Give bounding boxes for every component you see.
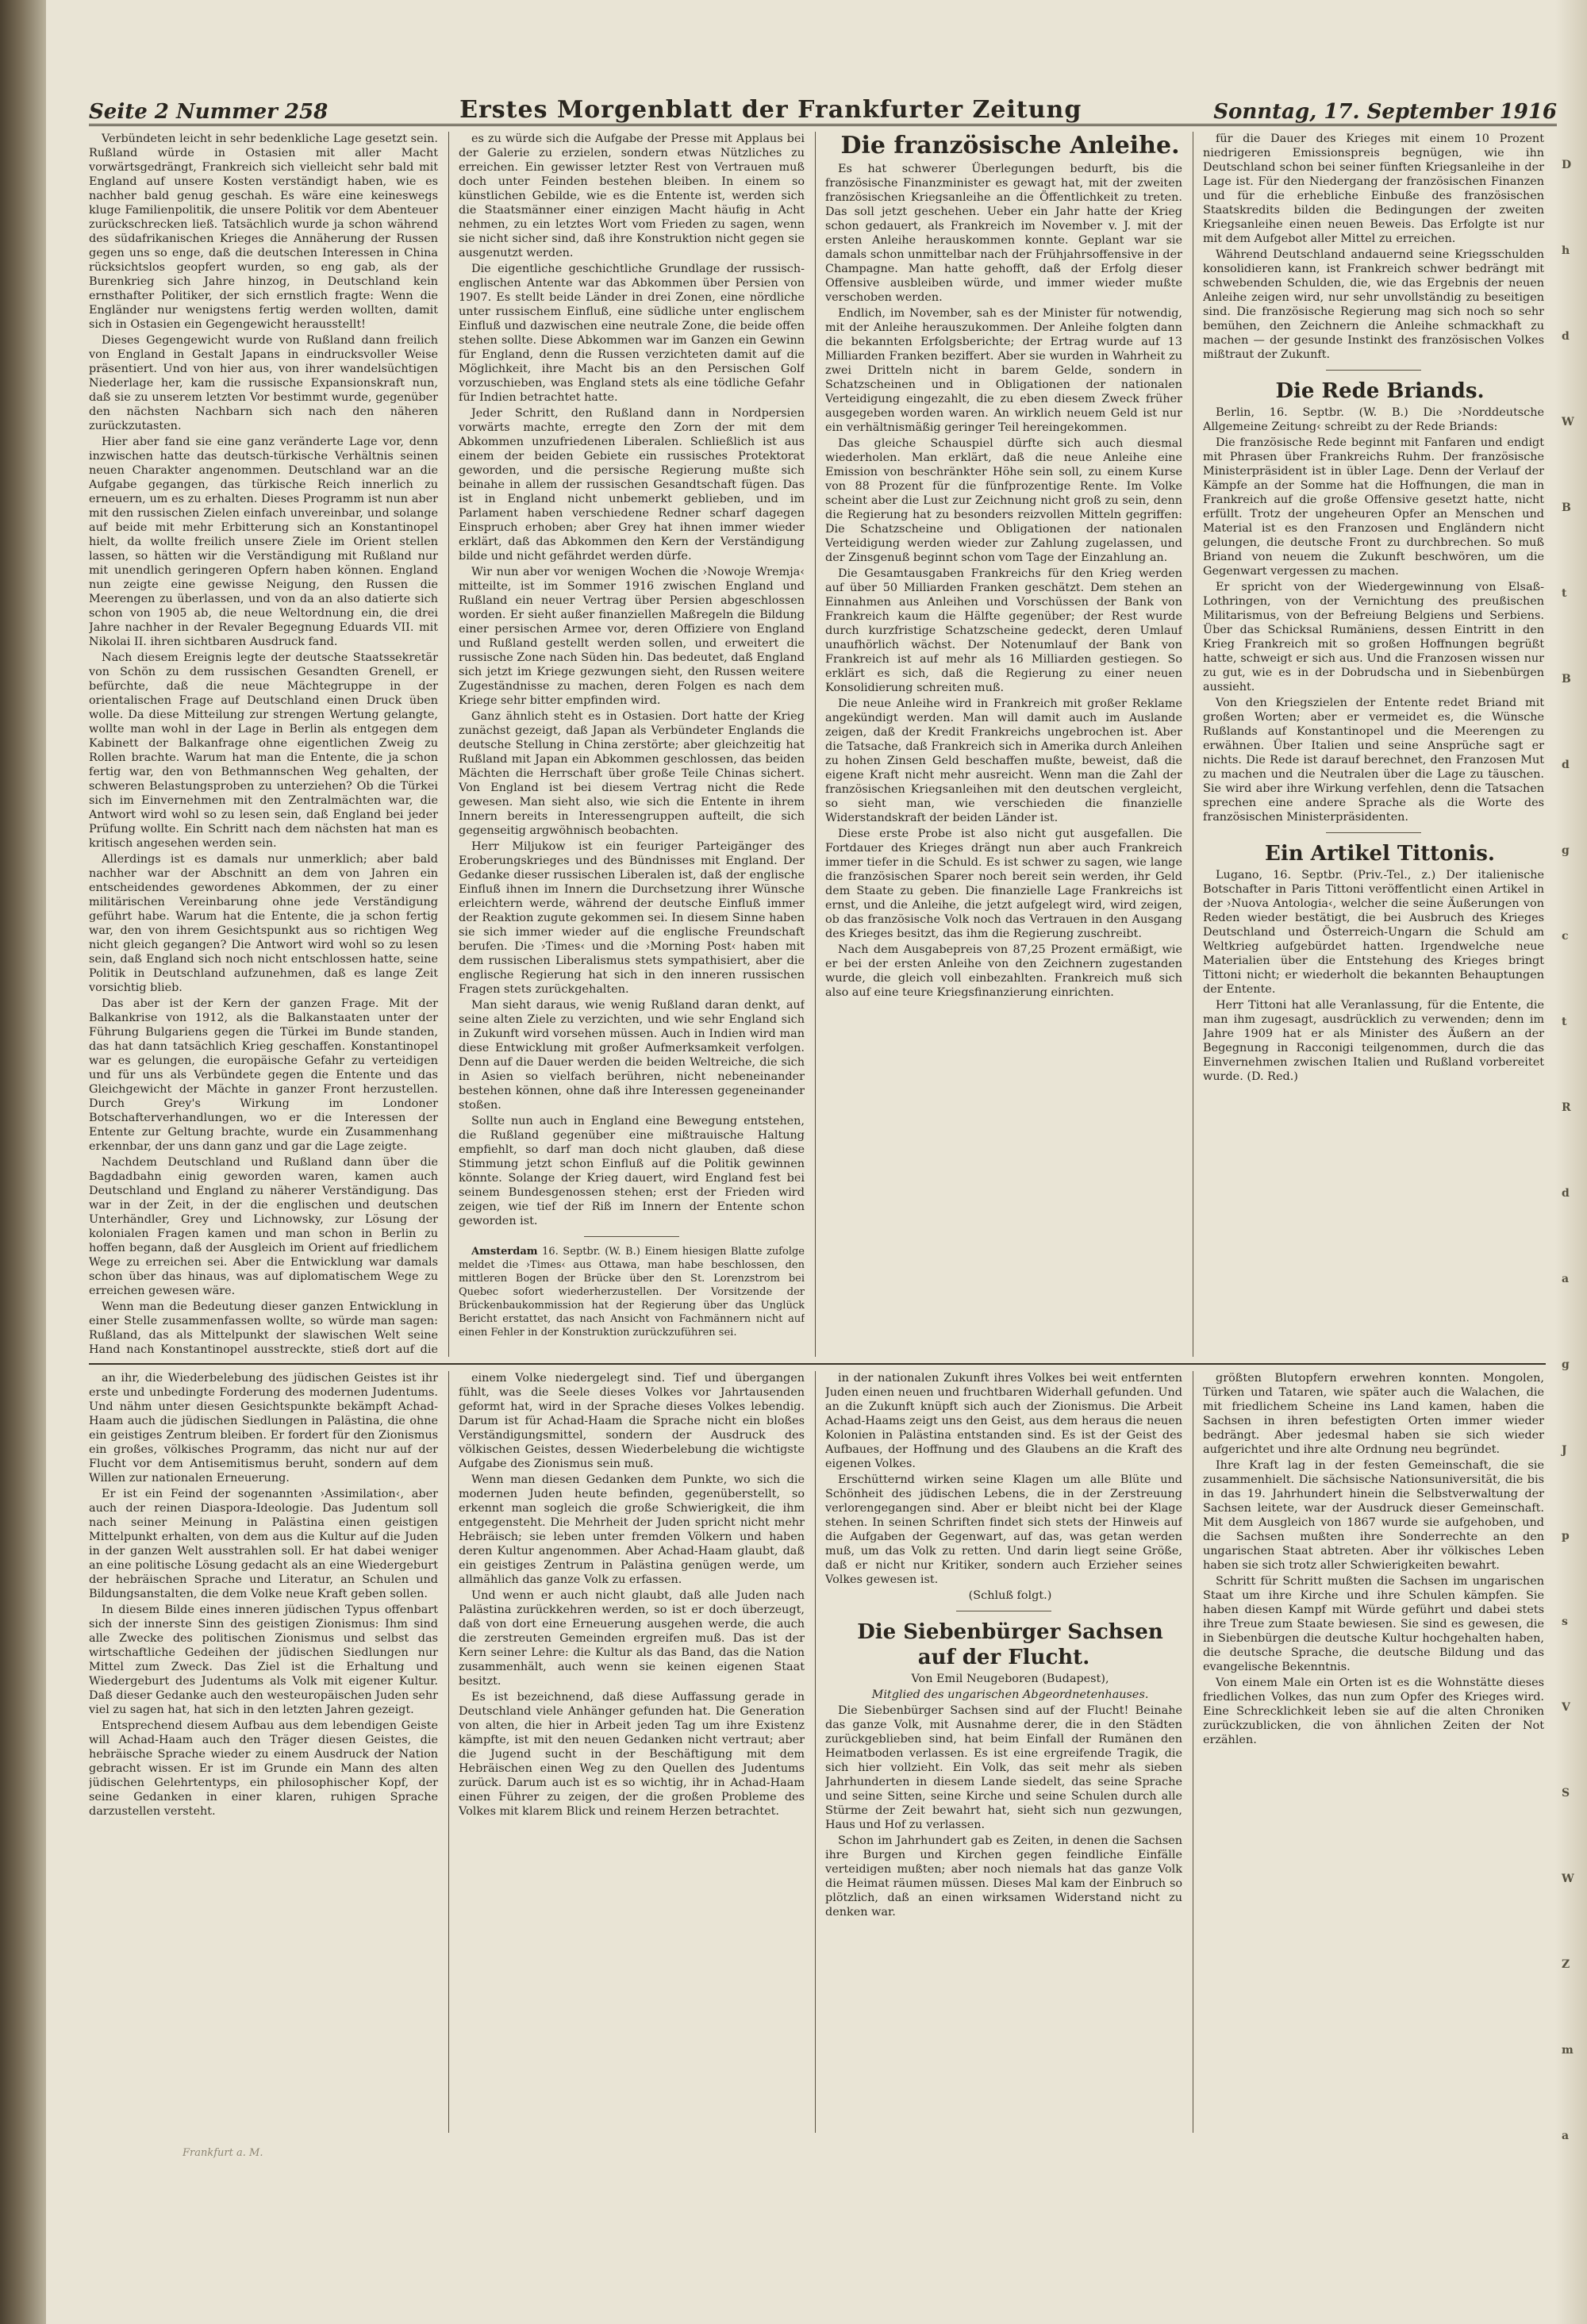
margin-letter: g (1562, 844, 1570, 857)
paragraph: Das gleiche Schauspiel dürfte sich auch diesmal wiederholen. Man erklärt, daß die neue Anleihe eine Emission von beschränkter Höhe sein soll, zu einem Kurse von 88 Prozent für die fünfprozentige Rente. Im Volke scheint aber die Lust zur Zeichnung nicht groß zu sein, denn die Regierung hat zu besonders reizvollen Mitteln gegriffen: Die Schatzscheine und Obligationen der nationalen Verteidigung werden wieder zur Zahlung zugelassen, und der Zinsgenuß beginnt schon vom Tage der Einzahlung an. (825, 437, 1182, 564)
column-rule (815, 1371, 816, 2133)
margin-letter: s (1562, 1615, 1568, 1628)
paragraph: Berlin, 16. Septbr. (W. B.) Die ›Norddeutsche Allgemeine Zeitung‹ schreibt zu der Rede Briands: (1203, 406, 1544, 433)
issue-date: Sonntag, 17. September 1916 (1213, 100, 1557, 124)
paragraph: Wenn man diesen Gedanken dem Punkte, wo sich die modernen Juden heute befinden, gegenüberstellt, so erkennt man sogleich die große Schwierigkeit, die ihm entgegensteht. Die Mehrheit der Juden spricht nicht mehr Hebräisch; sie leben unter fremden Völkern und haben deren Kultur angenommen. Aber Achad-Haam glaubt, daß ein geistiges Zentrum in Palästina genügen werde, um allmählich das ganze Volk zu erfassen. (459, 1473, 805, 1586)
margin-letter: t (1562, 587, 1567, 600)
column-1 (89, 132, 438, 1357)
paragraph: es zu würde sich die Aufgabe der Presse mit Applaus bei der Galerie zu erzielen, sondern etwas Nützliches zu erreichen. Ein gewisser letzter Rest von Vertrauen muß doch unter Feinden bestehen bleiben. In einem so künstlichen Gebilde, wie es die Entente ist, werden sich die Staatsmänner einer einzigen Macht häufig in Acht nehmen, zu ein letztes Wort vom Frieden zu sagen, wenn sie nicht sicher sind, daß ihre Konstruktion nicht gegen sie ausgenutzt werden. (459, 133, 805, 259)
paragraph: Ihre Kraft lag in der festen Gemeinschaft, die sie zusammenhielt. Die sächsische Nationsuniversität, die bis in das 19. Jahrhundert hinein die Selbstverwaltung der Sachsen leitete, war der Ausdruck dieser Gemeinschaft. Mit dem Ausgleich von 1867 wurde sie aufgehoben, und die Sachsen mußten ihre Sonderrechte an den ungarischen Staat abtreten. Aber ihr völkisches Leben haben sie sich trotz aller Schwierigkeiten bewahrt. (1203, 1459, 1544, 1572)
paragraph: Erschütternd wirken seine Klagen um alle Blüte und Schönheit des jüdischen Lebens, die in der Zerstreuung verlorengegangen sind. Aber er bleibt nicht bei der Klage stehen. In seinen Schriften findet sich stets der Hinweis auf die Aufgaben der Gegenwart, auf das, was getan werden muß, um das Volk zu retten. Und darin liegt seine Größe, daß er nicht nur Kritiker, sondern auch Erzieher seines Volkes gewesen ist. (825, 1473, 1182, 1586)
article-title: Ein Artikel Tittonis. (1265, 842, 1495, 866)
paragraph: Es hat schwerer Überlegungen bedurft, bis die französische Finanzminister es gewagt hat, mit der zweiten französischen Kriegsanleihe an die Öffentlichkeit zu treten. Das soll jetzt geschehen. Ueber ein Jahr hatte der Krieg schon gedauert, als Frankreich im November v. J. mit der ersten Anleihe herauskommen konnte. Geplant war sie damals schon unmittelbar nach der Frühjahrsoffensive in der Champagne. Man hatte gehofft, daß der Erfolg dieser Offensive ausbleiben würde, und immer wieder mußte verschoben werden. (825, 163, 1182, 304)
margin-letter: d (1562, 330, 1570, 343)
section-divider (89, 1363, 1546, 1365)
paragraph: Wenn man die Bedeutung dieser ganzen Entwicklung in einer Stelle zusammenfassen wollte, so würde man sagen: Rußland, das als Mittelpunkt der slawischen Welt seine Hand nach Konstantinopel ausstreckte, stieß dort auf die (89, 1300, 438, 1356)
news-note-place: Amsterdam (471, 1246, 538, 1258)
feuilleton-column-2 (459, 1371, 805, 2133)
paragraph: größten Blutopfern erwehren konnten. Mongolen, Türken und Tataren, wie später auch die Walachen, die mit friedlichem Scheine ins Land kamen, haben die Sachsen in ihren befestigten Orten immer wieder bedrängt. Aber jedesmal haben sie sich wieder aufgerichtet und ihre alte Ordnung neu begründet. (1203, 1372, 1544, 1456)
paragraph: Man sieht daraus, wie wenig Rußland daran denkt, auf seine alten Ziele zu verzichten, und wie sehr England sich in Zukunft wird vorsehen müssen. Auch in Indien wird man diese Entwicklung mit großer Aufmerksamkeit verfolgen. Denn auf die Dauer werden die beiden Weltreiche, die sich in Asien so vielfach berühren, nicht nebeneinander bestehen können, ohne daß ihre Interessen gegeneinander stoßen. (459, 999, 805, 1112)
article-byline: Von Emil Neugeboren (Budapest), (911, 1673, 1109, 1685)
margin-letter: Z (1562, 1958, 1570, 1971)
paragraph: Die eigentliche geschichtliche Grundlage der russisch-englischen Antente war das Abkommen über Persien von 1907. Es stellt beide Länder in drei Zonen, eine nördliche unter russischem Einfluß, eine südliche unter englischem Einfluß und dazwischen eine neutrale Zone, die beide offen stehen sollte. Diese Abkommen war im Ganzen ein Gewinn für England, denn die Russen verzichteten damit auf die Möglichkeit, ihre Macht bis an den Persischen Golf vorzuschieben, was England stets als eine tödliche Gefahr für Indien betrachtet hatte. (459, 263, 805, 404)
paragraph: Lugano, 16. Septbr. (Priv.-Tel., z.) Der italienische Botschafter in Paris Tittoni veröffentlicht einen Artikel in der ›Nuova Antologia‹, welcher die seine Äußerungen von Reden wieder bestätigt, die bei Ausbruch des Krieges Deutschland und Österreich-Ungarn die Schuld am Weltkrieg aufgebürdet hatten. Irgendwelche neue Materialien über die Entstehung des Krieges bringt Tittoni nicht; er wiederholt die bekannten Behauptungen der Entente. (1203, 869, 1544, 996)
paragraph: Verbündeten leicht in sehr bedenkliche Lage gesetzt sein. Rußland würde in Ostasien mit aller Macht vorwärtsgedrängt, Frankreich sich vielleicht sehr bald mit England auf unsere Kosten verständigt haben, wie es nachher bald genug geschah. Es wäre eine keineswegs kluge Familienpolitik, die unsere Politik vor dem Abenteuer zurückschrecken ließ. Tatsächlich wurde ja schon während des südafrikanischen Krieges die Annäherung der Russen gegen uns so enge, daß die deutschen Interessen in China rücksichtslos geopfert wurden, so eng gab, als der Burenkrieg sich Jahre hinzog, in Deutschland kein ernsthafter Politiker, der sich ernstlich fragte: Wenn die Engländer nur wenigstens fertig werden wollten, damit sich in Ostasien ein Gegengewicht herausstellt! (89, 133, 438, 331)
margin-letter: t (1562, 1016, 1567, 1028)
paragraph: Nach diesem Ereignis legte der deutsche Staatssekretär von Schön zu dem russischen Gesandten Grenell, er befürchte, daß die neue Mächtegruppe in der orientalischen Frage auf Deutschland einen Druck üben wolle. Da diese Mitteilung zur strengen Wertung gelangte, wollte man wohl in der Lage in Berlin als entgegen dem Kabinett der Balkanfrage ohne eigentlichen Zweig zu Rollen brachte. Warum hat man die Entente, die ja schon fertig war, den von Bethmannschen Weg gehalten, der schweren Belastungsproben zu unterziehen? Ob die Türkei sich im Einvernehmen mit den Zentralmächten war, die Antwort wird wohl so zu lesen sein, daß England bei jeder Prüfung wollte. Ein Schritt nach dem nächsten hat man es kritisch angesehen werden sein. (89, 651, 438, 850)
paragraph: Von den Kriegszielen der Entente redet Briand mit großen Worten; aber er vermeidet es, die Wünsche Rußlands auf Konstantinopel und die Meerengen zu erwähnen. Über Italien und seine Ansprüche sagt er nichts. Die Rede ist darauf berechnet, den Franzosen Mut zu machen und die Neutralen über die Lage zu täuschen. Sie wird aber ihre Wirkung verfehlen, denn die Tatsachen sprechen eine andere Sprache als die Worte des französischen Ministerpräsidenten. (1203, 697, 1544, 824)
margin-letter: D (1562, 159, 1572, 171)
paragraph: in der nationalen Zukunft ihres Volkes bei weit entfernten Juden einen neuen und fruchtbaren Widerhall gefunden. Und an die Zukunft knüpft sich auch der Zionismus. Die Arbeit Achad-Haams zeigt uns den Geist, aus dem heraus die neuen Kolonien in Palästina entstanden sind. Es ist der Geist des Aufbaues, der Hoffnung und des Glaubens an die Kraft des eigenen Volkes. (825, 1372, 1182, 1470)
short-divider (1326, 832, 1421, 833)
column-rule (448, 132, 449, 1357)
column-rule (815, 132, 816, 1357)
article-title: Die französische Anleihe. (840, 132, 1180, 159)
news-note-dateline: 16. Septbr. (W. B.) (542, 1246, 640, 1258)
paragraph: Allerdings ist es damals nur unmerklich; aber bald nachher war der Abschnitt an dem von Jahren ein entscheidendes gewordenes Abkommen, der zu einer militärischen Vereinbarung ohne jede Verständigung geführt habe. Warum hat die Entente, die ja schon fertig war, den von ihrem Gesichtspunkt aus so richtigen Weg nicht gleich gegangen? Die Antwort wird wohl so zu lesen sein, daß England sich noch nicht entschlossen hatte, seine Politik in Deutschland aufzunehmen, daß es lange Zeit vorsichtig blieb. (89, 853, 438, 994)
paragraph: Diese erste Probe ist also nicht gut ausgefallen. Die Fortdauer des Krieges drängt nun aber auch Frankreich immer tiefer in die Schuld. Es ist schwer zu sagen, wie lange die französischen Sparer noch bereit sein werden, ihr Geld dem Staate zu geben. Die finanzielle Lage Frankreichs ist ernst, und die Anleihe, die jetzt aufgelegt wird, wird zeigen, ob das französische Volk noch das Vertrauen in den Ausgang des Krieges besitzt, das ihm die Regierung zuschreibt. (825, 828, 1182, 940)
margin-letter: S (1562, 1787, 1570, 1800)
article-title: Die Siebenbürger Sachsen auf der Flucht. (857, 1620, 1163, 1669)
page-number: Seite 2 Nummer 258 (89, 100, 329, 124)
paragraph: Ganz ähnlich steht es in Ostasien. Dort hatte der Krieg zunächst gezeigt, daß Japan als Verbündeter Englands die deutsche Stellung in China zerstörte; aber gleichzeitig hat Rußland mit Japan ein Abkommen geschlossen, das beiden Mächten die Herrschaft über große Teile Chinas sichert. Von England ist bei diesem Vertrag nicht die Rede gewesen. Man sieht also, wie sich die Entente in ihrem Innern bereits in Interessengruppen aufteilt, die sich gegenseitig argwöhnisch beobachten. (459, 710, 805, 837)
paragraph: Entsprechend diesem Aufbau aus dem lebendigen Geiste will Achad-Haam auch den Träger diesen Geistes, die hebräische Sprache wieder zu einem Ausdruck der Nation gebracht wissen. Er ist im Grunde ein Mann des alten jüdischen Gelehrtentyps, ein philosophischer Kopf, der seine Gedanken in einer klaren, ruhigen Sprache darzustellen versteht. (89, 1719, 438, 1818)
margin-letter: m (1562, 2044, 1574, 2057)
margin-letter: h (1562, 244, 1570, 257)
feuilleton-column-1 (89, 1371, 438, 2133)
news-note-text: Einem hiesigen Blatte zufolge meldet die ›Times‹ aus Ottawa, man habe beschlossen, den mittleren Bogen der Brücke über den St. Lorenzstrom bei Quebec sofort wiederherzustellen. Der Vorsitzende der Brückenbaukommission hat der Regierung über das Unglück Bericht erstattet, das nach Ansicht von Fachmännern nicht auf einen Fehler in der Konstruktion zurückzuführen sei. (459, 1246, 805, 1339)
paragraph: Jeder Schritt, den Rußland dann in Nordpersien vorwärts machte, erregte den Zorn der mit dem Abkommen unzufriedenen Liberalen. Schließlich ist aus einem der beiden Gebiete ein russisches Protektorat geworden, und die persische Regierung mußte sich beinahe in allem der russischen Gesandtschaft fügen. Das ist in England nicht unbemerkt geblieben, und im Parlament haben verschiedene Redner scharf dagegen Einspruch erhoben; aber Grey hat ihnen immer wieder erklärt, daß das Abkommen den Kern der Verständigung bilde und nicht gefährdet werden dürfe. (459, 407, 805, 563)
facing-page-margin-letters (1557, 0, 1585, 2324)
news-note (459, 1245, 805, 1339)
margin-letter: a (1562, 1273, 1570, 1285)
margin-letter: B (1562, 501, 1571, 514)
paragraph: an ihr, die Wiederbelebung des jüdischen Geistes ist ihr erste und unbedingte Forderung des modernen Judentums. Und nähm unter diesen Gesichtspunkte bekämpft Achad-Haam auch die jüdischen Siedlungen in Palästina, die ohne ein geistiges Zentrum bleiben. Er fordert für den Zionismus ein großes, völkisches Programm, das nicht nur auf der Flucht vor dem Antisemitismus beruht, sondern auf dem Willen zur nationalen Erneuerung. (89, 1372, 438, 1485)
author-affiliation: Mitglied des ungarischen Abgeordnetenhauses. (871, 1688, 1149, 1701)
margin-letter: V (1562, 1701, 1570, 1714)
paragraph: einem Volke niedergelegt sind. Tief und übergangen fühlt, was die Seele dieses Volkes vor Jahrtausenden geformt hat, wird in der Sprache dieses Volkes lebendig. Darum ist für Achad-Haam die Sprache nicht ein bloßes Verständigungsmittel, sondern der Ausdruck des völkischen Geistes, dessen Wiederbelebung die wichtigste Aufgabe des Zionismus sein muß. (459, 1372, 805, 1470)
margin-letter: p (1562, 1530, 1570, 1542)
paragraph: Nach dem Ausgabepreis von 87,25 Prozent ermäßigt, wie er bei der ersten Anleihe von den Zeichnern zugestanden wurde, die gleich voll einbezahlten. Frankreich muß sich also auf eine teure Kriegsfinanzierung einrichten. (825, 943, 1182, 999)
paragraph: Er ist ein Feind der sogenannten ›Assimilation‹, aber auch der reinen Diaspora-Ideologie. Das Judentum soll nach seiner Meinung in Palästina einen geistigen Mittelpunkt erhalten, von dem aus die Kultur auf die Juden in der ganzen Welt ausstrahlen soll. Er hat dabei weniger an eine politische Lösung gedacht als an eine Wiedergeburt der hebräischen Sprache und Literatur, an Schulen und Bildungsanstalten, die dem Volke neue Kraft geben sollen. (89, 1488, 438, 1600)
paragraph: Sollte nun auch in England eine Bewegung entstehen, die Rußland gegenüber eine mißtrauische Haltung empfiehlt, so darf man doch nicht glauben, daß diese Stimmung jetzt schon Einfluß auf die Politik gewinnen könnte. Solange der Krieg dauert, wird England fest bei seinem Bundesgenossen stehen; erst der Frieden wird zeigen, wie tief der Riß im Innern der Entente schon geworden ist. (459, 1115, 805, 1227)
paragraph: Während Deutschland andauernd seine Kriegsschulden konsolidieren kann, ist Frankreich schwer bedrängt mit schwebenden Schulden, die, wie das Ergebnis der neuen Anleihe zeigen wird, nur sehr unvollständig zu beseitigen sind. Die französische Regierung mag sich noch so sehr bemühen, den Zeichnern die Anleihe schmackhaft zu machen — der gesunde Instinkt des französischen Volkes mißtraut der Zukunft. (1203, 248, 1544, 361)
paragraph: Es ist bezeichnend, daß diese Auffassung gerade in Deutschland viele Anhänger gefunden hat. Die Generation von alten, die hier in Arbeit jeden Tag um ihre Existenz kämpfte, ist mit den neuen Gedanken nicht vertraut; aber die Jugend sucht in der Beschäftigung mit dem Hebräischen einen Weg zu den Quellen des Judentums zurück. Darum auch ist es so wichtig, ihr in Achad-Haam einen Führer zu zeigen, der die großen Probleme des Volkes mit klarem Blick und reinem Herzen betrachtet. (459, 1691, 805, 1818)
book-binding (0, 0, 46, 2324)
paragraph: Die Gesamtausgaben Frankreichs für den Krieg werden auf über 50 Milliarden Franken geschätzt. Dem stehen an Einnahmen aus Anleihen und Vorschüssen der Bank von Frankreich kaum die Hälfte gegenüber; der Rest wurde durch kurzfristige Schatzscheine gedeckt, deren Umlauf unaufhörlich wächst. Der Notenumlauf der Bank von Frankreich ist auf mehr als 16 Milliarden gestiegen. So erklärt es sich, daß die Regierung zu einer neuen Konsolidierung schreiten muß. (825, 567, 1182, 694)
paragraph: Nachdem Deutschland und Rußland dann über die Bagdadbahn einig geworden waren, kamen auch Deutschland und England zu näherer Verständigung. Das war in der Zeit, in der die englischen und deutschen Unterhändler, Grey und Lichnowsky, zur Lösung der kolonialen Fragen kamen und man schon in Berlin zu hoffen begann, daß der Ausgleich im Orient auf friedlichem Wege zu erreichen sei. Aber die Entwicklung war damals schon über das hinaus, was auf diplomatischem Wege zu erreichen gewesen wäre. (89, 1156, 438, 1297)
margin-letter: d (1562, 1187, 1570, 1200)
paragraph: Die neue Anleihe wird in Frankreich mit großer Reklame angekündigt werden. Man will damit auch im Auslande zeigen, daß der Kredit Frankreichs ungebrochen ist. Aber die Tatsache, daß Frankreich sich in Amerika durch Anleihen zu hohen Zinsen Geld beschaffen mußte, beweist, daß die eigene Kraft nicht mehr ausreicht. Wenn man die Zahl der französischen Kriegsanleihen mit den deutschen vergleicht, so sieht man, wie verschieden die finanzielle Widerstandskraft der beiden Länder ist. (825, 697, 1182, 824)
paragraph: Herr Tittoni hat alle Veranlassung, für die Entente, die man ihm zugesagt, ausdrücklich zu verwenden; denn im Jahre 1909 hat er als Minister des Äußern an der Begegnung in Racconigi teilgenommen, durch die das Einvernehmen zwischen Italien und Rußland vorbereitet wurde. (D. Red.) (1203, 999, 1544, 1083)
margin-letter: a (1562, 2130, 1570, 2142)
paragraph: Schon im Jahrhundert gab es Zeiten, in denen die Sachsen ihre Burgen und Kirchen gegen feindliche Einfälle verteidigen mußten; aber noch niemals hat das ganze Volk die Heimat räumen müssen. Dieses Mal kam der Einbruch so plötzlich, daß an einen wirksamen Widerstand nicht zu denken war. (825, 1834, 1182, 1919)
column-rule (448, 1371, 449, 2133)
paragraph: Wir nun aber vor wenigen Wochen die ›Nowoje Wremja‹ mitteilte, ist im Sommer 1916 zwischen England und Rußland ein neuer Vertrag über Persien abgeschlossen worden. Er sieht außer finanziellen Maßregeln die Bildung einer persischen Armee vor, deren Offiziere von England und Rußland gestellt werden sollen, und erweitert die russische Zone nach Süden hin. Das bedeutet, daß England sich jetzt im Kriege gezwungen sieht, den Russen weitere Zugeständnisse zu machen, deren Folgen es nach dem Kriege sehr bitter empfinden wird. (459, 566, 805, 707)
paragraph: Von einem Male ein Orten ist es die Wohnstätte dieses friedlichen Volkes, das nun zum Opfer des Krieges wird. Eine Schrecklichkeit leben sie auf die alten Chroniken zurückzublicken, die von ähnlichen Zeiten der Not erzählen. (1203, 1677, 1544, 1746)
margin-letter: c (1562, 930, 1569, 943)
paragraph: Dieses Gegengewicht wurde von Rußland dann freilich von England in Gestalt Japans in eindrucksvoller Weise präsentiert. Und von hier aus, von ihrer wandelsüchtigen Niederlage her, kam die russische Expansionskraft nun, daß sie zu unserem letzten Vor bestimmt wurde, gegenüber den nächsten Nachbarn sich nach den näheren zurückzutasten. (89, 334, 438, 432)
short-divider (1326, 370, 1421, 371)
short-divider (584, 1236, 679, 1237)
column-4 (1203, 132, 1544, 1357)
paragraph: Schritt für Schritt mußten die Sachsen im ungarischen Staat um ihre Kirche und ihre Schulen kämpfen. Sie haben diesen Kampf mit Würde geführt und dabei stets ihre Treue zum Staate bewiesen. Sie sind es gewesen, die in Siebenbürgen die deutsche Kultur hochgehalten haben, die deutsche Sprache, die deutsche Bildung und das evangelische Bekenntnis. (1203, 1575, 1544, 1673)
margin-letter: R (1562, 1101, 1571, 1114)
continuation-note: (Schluß folgt.) (968, 1589, 1052, 1602)
feuilleton-column-4 (1203, 1371, 1544, 2133)
paragraph: für die Dauer des Krieges mit einem 10 Prozent niedrigeren Emissionspreis begnügen, wie ihn Deutschland schon bei seiner fünften Kriegsanleihe in der Lage ist. Für den Niedergang der französischen Finanzen und für die erhebliche Einbuße des französischen Staatskredits bilden die Bedingungen der zweiten Kriegsanleihe einen neuen Beweis. Das Erfolgte ist nur mit dem Aufgebot aller Mittel zu erreichen. (1203, 133, 1544, 245)
paragraph: Endlich, im November, sah es der Minister für notwendig, mit der Anleihe herauszukommen. Der Anleihe folgten dann die bekannten Erfolgsberichte; der Ertrag wurde auf 13 Milliarden Franken beziffert. Aber sie wurden in Wahrheit zu zwei Dritteln nicht in barem Gelde, sondern in Schatzscheinen und in Obligationen der nationalen Verteidigung eingezahlt, die zu eben diesem Zweck früher ausgegeben worden waren. An wirklich neuem Geld ist nur ein verhältnismäßig geringer Teil hereingekommen. (825, 307, 1182, 434)
margin-letter: J (1562, 1444, 1567, 1457)
faint-footer-mark: Frankfurt a. M. (183, 2147, 263, 2159)
page-header (89, 92, 1557, 126)
feuilleton-column-3 (825, 1371, 1182, 2133)
column-3-french-loan (825, 132, 1182, 1357)
margin-letter: W (1562, 416, 1574, 428)
paragraph: Das aber ist der Kern der ganzen Frage. Mit der Balkankrise von 1912, als die Balkanstaaten unter der Führung Bulgariens gegen die Türkei im Bunde standen, das hat dann tatsächlich Krieg geschaffen. Konstantinopel war es gelungen, die europäische Gefahr zu verteidigen und für uns als Verbündete gegen die Entente und das Gleichgewicht der Mächte in ganzer Front herzustellen. Durch Grey's Wirkung im Londoner Botschafterverhandlungen, wo er die Interessen der Entente zur Geltung brachte, wurde ein Zusammenhang erkennbar, der uns dann ganz und gar die Lage zeigte. (89, 997, 438, 1153)
paragraph: Herr Miljukow ist ein feuriger Parteigänger des Eroberungskrieges und des Bündnisses mit England. Der Gedanke dieser russischen Liberalen ist, daß der englische Einfluß ihnen im Innern die Durchsetzung ihrer Wünsche erleichtern werde, während der deutsche Einfluß immer der Reaktion zugute gekommen sei. In diesem Sinne haben sie sich immer wieder auf die englische Freundschaft berufen. Die ›Times‹ und die ›Morning Post‹ haben mit dem russischen Liberalismus stets sympathisiert, aber die englische Regierung hat sich in den inneren russischen Fragen stets zurückgehalten. (459, 840, 805, 996)
article-title: Die Rede Briands. (1275, 379, 1485, 403)
margin-letter: g (1562, 1358, 1570, 1371)
paragraph: Die Siebenbürger Sachsen sind auf der Flucht! Beinahe das ganze Volk, mit Ausnahme derer, die in den Städten zurückgeblieben sind, hat beim Einfall der Rumänen den Heimatboden verlassen. Es ist eine ergreifende Tragik, die sich hier vollzieht. Ein Volk, das seit mehr als sieben Jahrhunderten in diesem Lande siedelt, das seine Sprache und seine Sitten, seine Kirche und seine Schulen durch alle Stürme der Zeit bewahrt hat, sieht sich nun gezwungen, Haus und Hof zu verlassen. (825, 1704, 1182, 1831)
paragraph: Hier aber fand sie eine ganz veränderte Lage vor, denn inzwischen hatte das deutsch-türkische Verhältnis seinen neuen Charakter angenommen. Deutschland war an die Aufgabe gegangen, das türkische Reich innerlich zu erneuern, um es zu erhalten. Dieses Programm ist nun aber mit den russischen Zielen einfach unvereinbar, und solange auf beide mit mehr Erbitterung sich an Konstantinopel hielt, da wollte freilich unsere Ziele im Orient stellen lassen, so hätten wir die Verständigung mit Rußland nur mit unendlich geringeren Opfern haben können. England nun zeigte eine gewisse Neigung, den Russen die Meerengen zu überlassen, und von da an also datierte sich schon von 1905 ab, die neue Weltordnung ein, die drei Jahre nachher in der Revaler Begegnung Eduards VII. mit Nikolai II. ihren sichtbaren Ausdruck fand. (89, 436, 438, 648)
paragraph: Er spricht von der Wiedergewinnung von Elsaß-Lothringen, von der Vernichtung des preußischen Militarismus, von der Befreiung Belgiens und Serbiens. Über das Schicksal Rumäniens, dessen Eintritt in den Krieg Frankreich mit so großen Hoffnungen begrüßt hatte, schweigt er sich aus. Und die Franzosen wissen nur zu gut, wie es in der Dobrudscha und in Siebenbürgen aussieht. (1203, 581, 1544, 693)
margin-letter: d (1562, 759, 1570, 771)
paragraph: Die französische Rede beginnt mit Fanfaren und endigt mit Phrasen über Frankreichs Ruhm. Der französische Ministerpräsident ist in übler Lage. Denn der Verlauf der Kämpfe an der Somme hat die Hoffnungen, die man in Frankreich auf die große Offensive gesetzt hatte, nicht erfüllt. Trotz der ungeheuren Opfer an Menschen und Material ist es den Franzosen und Engländern nicht gelungen, die deutsche Front zu durchbrechen. So muß Briand von neuem die Zukunft beschwören, um die Gegenwart vergessen zu machen. (1203, 436, 1544, 578)
column-2 (459, 132, 805, 1357)
newspaper-title: Erstes Morgenblatt der Frankfurter Zeitung (459, 96, 1082, 124)
margin-letter: W (1562, 1873, 1574, 1885)
paragraph: Und wenn er auch nicht glaubt, daß alle Juden nach Palästina zurückkehren werden, so ist er doch überzeugt, daß von dort eine Erneuerung ausgehen werde, die auch die zerstreuten Gemeinden ergreifen muß. Das ist der Kern seiner Lehre: die Kultur als das Band, das die Nation zusammenhält, auch wenn sie keinen eigenen Staat besitzt. (459, 1589, 805, 1688)
paragraph: In diesem Bilde eines inneren jüdischen Typus offenbart sich der innerste Sinn des geistigen Zionismus: Ihm sind alle Zwecke des politischen Zionismus und selbst das wirtschaftliche Gedeihen der jüdischen Siedlungen nur Mittel zum Zweck. Das Ziel ist die Erhaltung und Wiedergeburt des Judentums als Volk mit eigener Kultur. Daß dieser Gedanke auch den westeuropäischen Juden sehr viel zu sagen hat, hat sich in den letzten Jahren gezeigt. (89, 1604, 438, 1716)
margin-letter: B (1562, 673, 1571, 686)
